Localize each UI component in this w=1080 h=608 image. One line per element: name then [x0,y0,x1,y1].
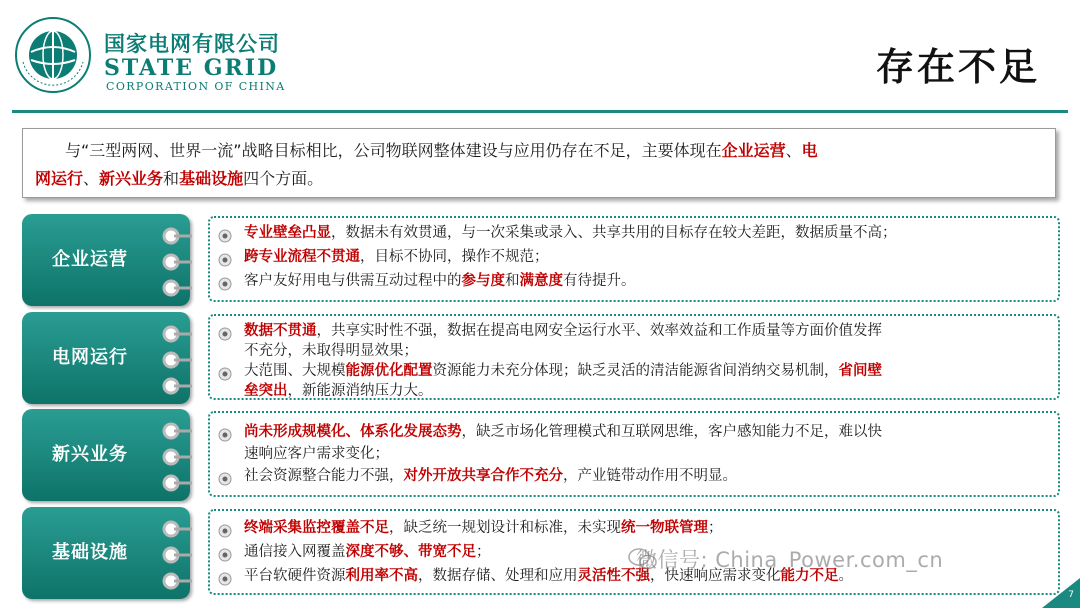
ring-icon [162,447,192,467]
intro-text-2: 四个方面。 [243,169,324,188]
binder-rings [162,220,192,304]
bullet-line: 数据不贯通，共享实时性不强，数据在提高电网安全运行水平、效率效益和工作质量等方面价值发挥 [244,323,882,339]
bullet-icon [218,572,232,586]
section-row-grid [22,312,1062,404]
bullet-icon [218,253,232,267]
intro-sep-3: 和 [163,169,180,188]
section-row-enterprise [22,214,1062,306]
section-label: 基础设施 [52,542,128,563]
bullet-line: 大范围、大规模能源优化配置资源能力未充分体现；缺乏灵活的清洁能源省间消纳交易机制，省间壁 [244,363,882,379]
binder-rings [162,318,192,402]
section-content-box [208,314,1060,400]
intro-sep-1: 、 [785,141,802,160]
header-divider [12,110,1068,113]
section-row-emerging [22,409,1062,501]
intro-sep-2: 、 [83,169,100,188]
company-name-cn: 国家电网有限公司 [104,32,280,56]
ring-icon [162,226,192,246]
bullet-line: 平台软硬件资源利用率不高，数据存储、处理和应用灵活性不强，快速响应需求变化能力不足。 [244,568,853,584]
ring-icon [162,571,192,591]
section-content-box [208,411,1060,497]
section-label: 电网运行 [52,347,128,368]
watermark-text: 微信号: China_Power.com_cn [636,548,944,572]
bullet-line: 专业壁垒凸显，数据未有效贯通，与一次采集或录入、共享共用的目标存在较大差距，数据质量不高； [244,225,897,241]
bullet-line: 通信接入网覆盖深度不够、带宽不足； [244,544,491,560]
page-title: 存在不足 [875,45,1040,89]
bullet-line-continued: 不充分，未取得明显效果； [244,343,418,359]
intro-highlight-3: 新兴业务 [99,169,164,188]
ring-icon [162,350,192,370]
intro-highlight-4: 基础设施 [179,169,244,188]
bullet-icon [218,277,232,291]
intro-text-1: 与“三型两网、世界一流”战略目标相比，公司物联网整体建设与应用仍存在不足，主要体现在 [65,141,722,160]
ring-icon [162,278,192,298]
bullet-icon [218,367,232,381]
bullet-icon [218,472,232,486]
intro-highlight-2a: 电 [801,141,818,160]
bullet-icon [218,327,232,341]
company-name-en-sub: CORPORATION OF CHINA [106,80,286,93]
ring-icon [162,376,192,396]
ring-icon [162,545,192,565]
ring-icon [162,421,192,441]
company-name-en: STATE GRID [104,55,279,81]
bullet-line: 跨专业流程不贯通，目标不协同，操作不规范； [244,249,549,265]
bullet-line: 尚未形成规模化、体系化发展态势，缺乏市场化管理模式和互联网思维，客户感知能力不足，难以快 [244,424,882,440]
ring-icon [162,473,192,493]
intro-highlight-2b: 网运行 [35,169,84,188]
bullet-line: 社会资源整合能力不强，对外开放共享合作不充分，产业链带动作用不明显。 [244,468,737,484]
bullet-line-continued: 速响应客户需求变化； [244,446,389,462]
bullet-icon [218,548,232,562]
intro-highlight-1: 企业运营 [721,141,786,160]
binder-rings [162,415,192,499]
section-label: 新兴业务 [52,444,128,465]
ring-icon [162,324,192,344]
state-grid-logo [14,16,92,94]
bullet-line: 终端采集监控覆盖不足，缺乏统一规划设计和标准，未实现统一物联管理； [244,520,723,536]
intro-paragraph [22,128,1056,198]
page-number: 7 [1068,590,1074,600]
binder-rings [162,513,192,597]
bullet-icon [218,524,232,538]
bullet-icon [218,229,232,243]
ring-icon [162,252,192,272]
section-label: 企业运营 [52,249,128,270]
bullet-line: 客户友好用电与供需互动过程中的参与度和满意度有待提升。 [244,273,636,289]
ring-icon [162,519,192,539]
page-corner-decoration [1042,578,1080,608]
bullet-icon [218,428,232,442]
bullet-line-continued: 垒突出，新能源消纳压力大。 [244,383,433,399]
slide-header [0,0,1080,112]
section-content-box [208,216,1060,302]
